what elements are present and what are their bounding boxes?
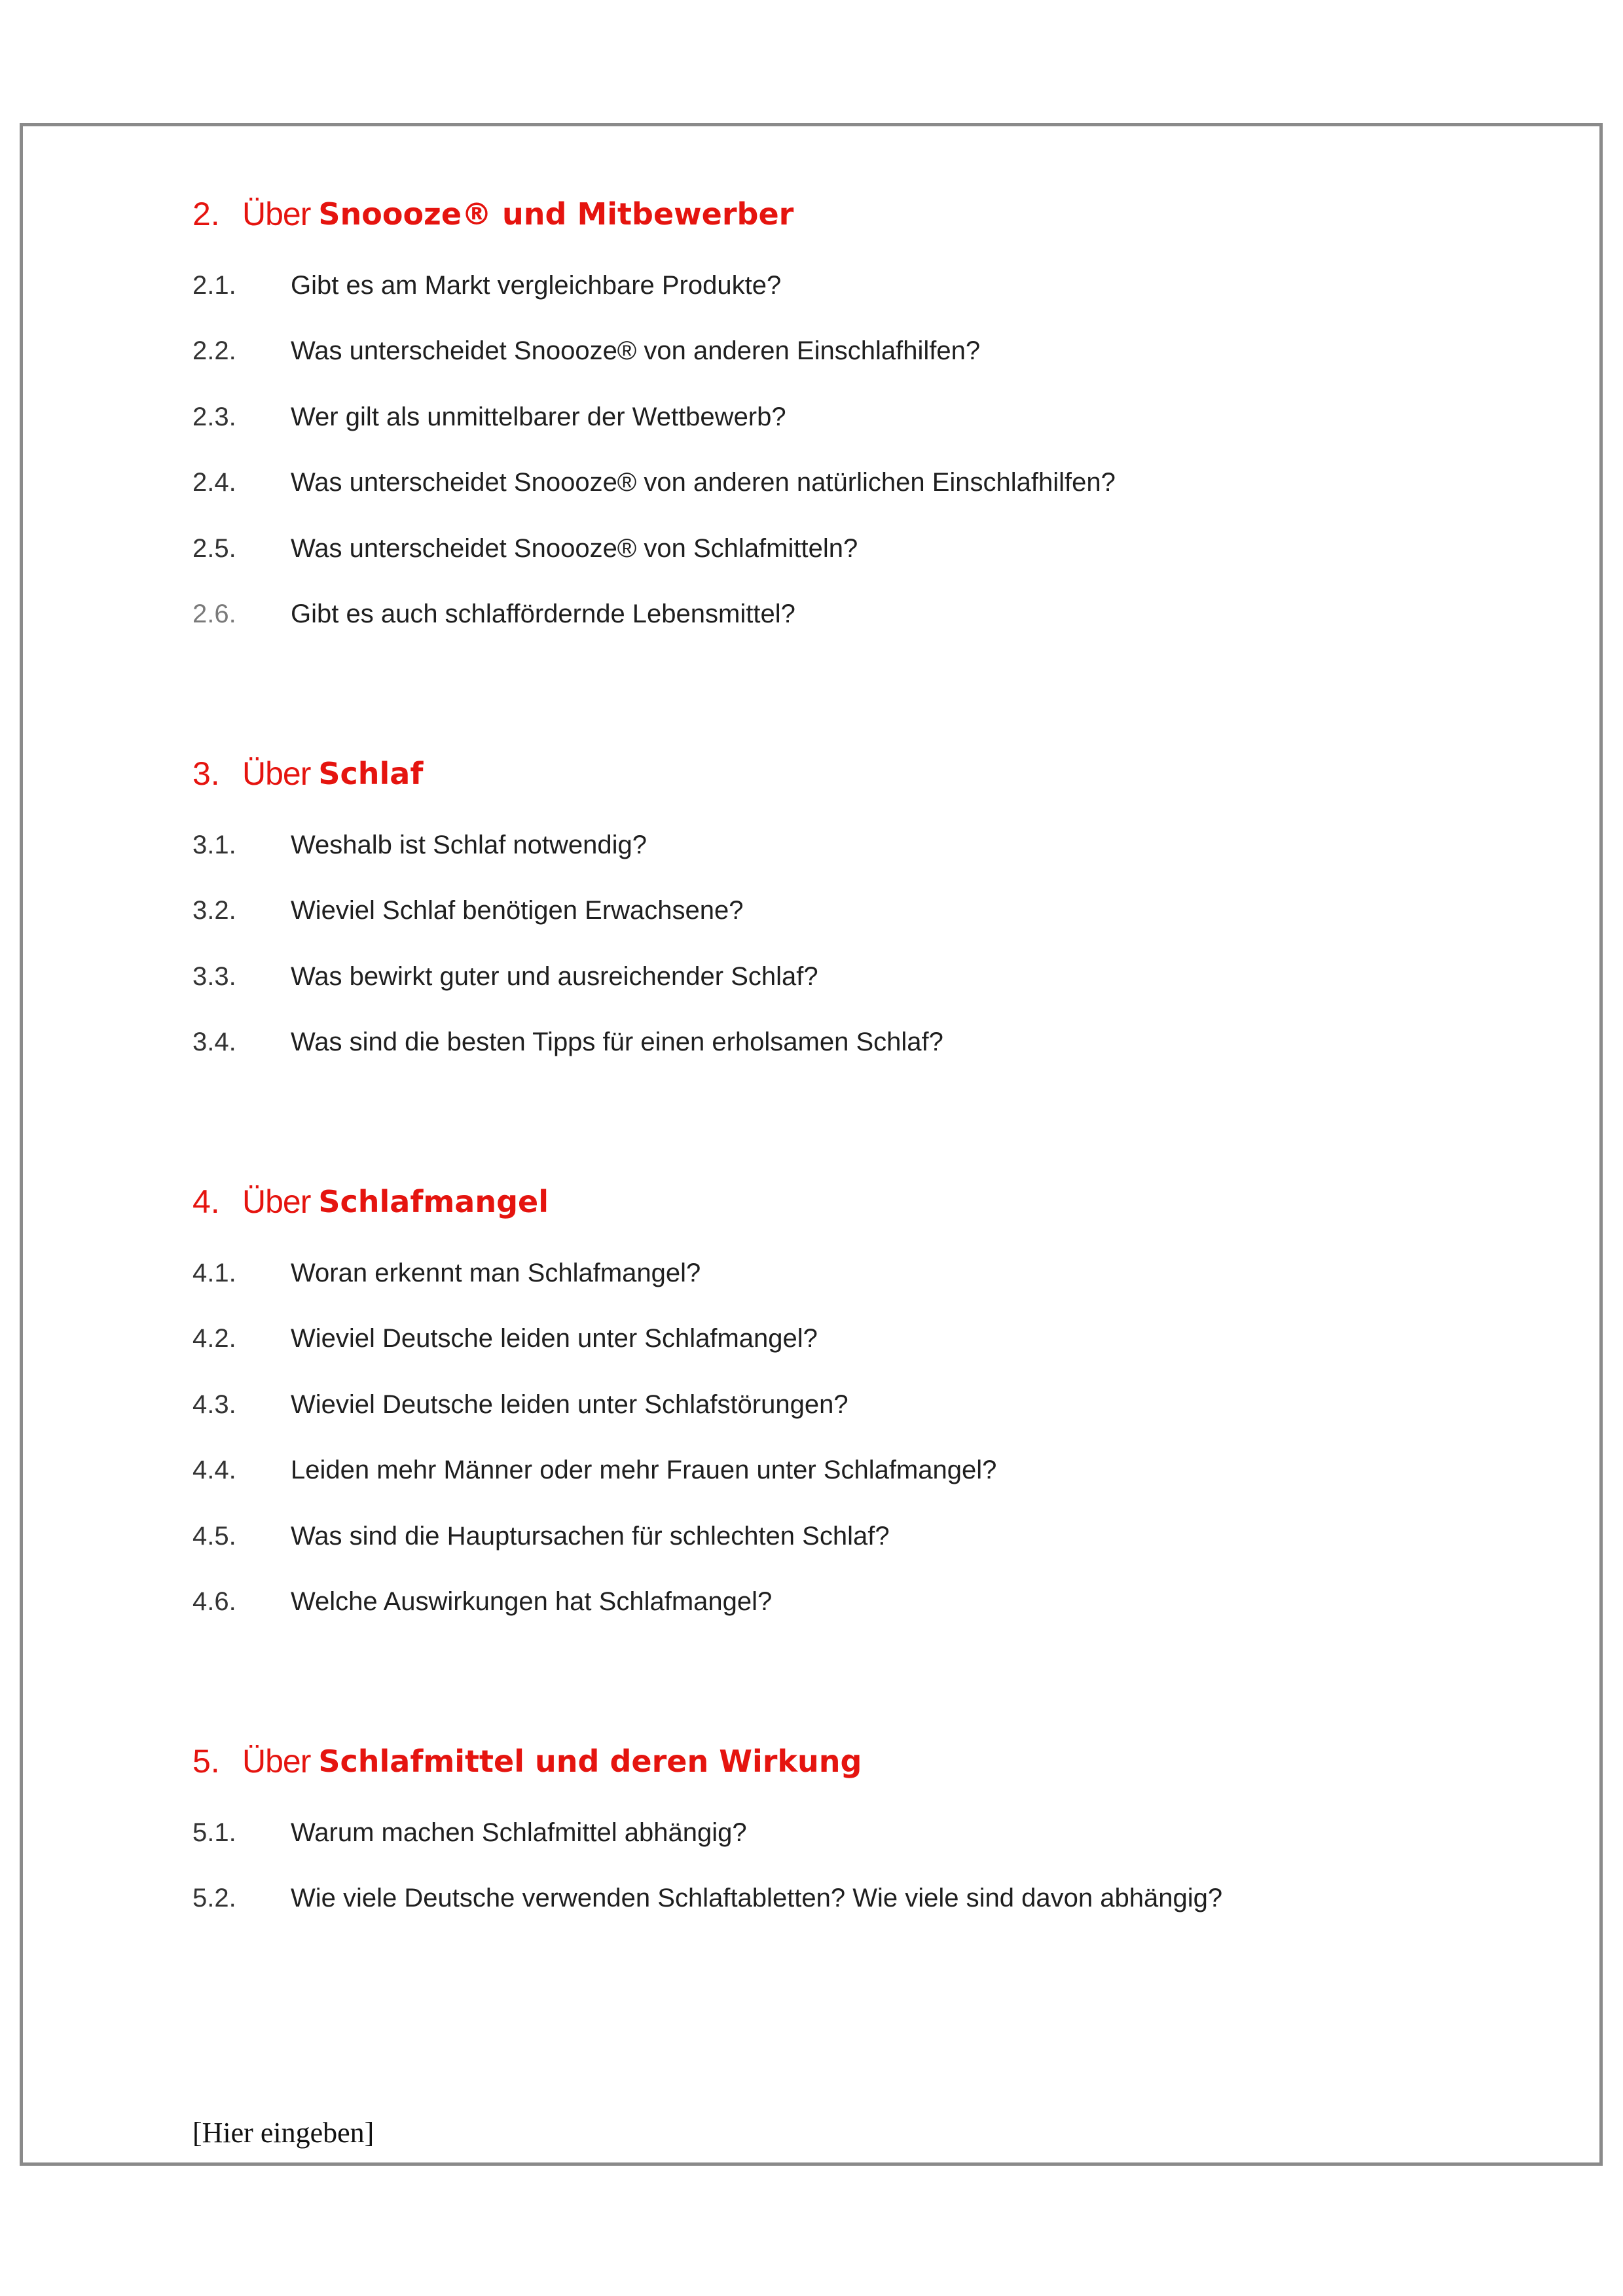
question-number: 4.1. <box>192 1258 236 1287</box>
section-prefix: Über <box>242 196 311 232</box>
question-text: Was bewirkt guter und ausreichender Schlaf? <box>291 961 818 991</box>
section-number: 2. <box>192 196 220 232</box>
section-heading <box>192 190 1502 238</box>
question-item <box>192 450 1502 516</box>
question-text: Gibt es am Markt vergleichbare Produkte? <box>291 270 782 300</box>
question-list <box>192 1240 1502 1635</box>
question-text: Warum machen Schlafmittel abhängig? <box>291 1818 747 1847</box>
question-text: Was sind die besten Tipps für einen erholsamen Schlaf? <box>291 1028 943 1057</box>
section-prefix: Über <box>242 1183 311 1220</box>
section-heading <box>192 1737 1502 1785</box>
question-text: Was unterscheidet Snoooze® von Schlafmitteln? <box>291 533 858 563</box>
question-number: 4.3. <box>192 1390 236 1419</box>
question-item <box>192 878 1502 944</box>
section-number: 5. <box>192 1743 220 1780</box>
document-content <box>192 190 1502 1931</box>
question-number: 4.5. <box>192 1521 236 1551</box>
question-item <box>192 1866 1502 1932</box>
section-5 <box>192 1737 1502 1931</box>
question-text: Wieviel Schlaf benötigen Erwachsene? <box>291 896 744 925</box>
footer-placeholder[interactable]: [Hier eingeben] <box>192 2117 374 2149</box>
question-number: 4.6. <box>192 1587 236 1617</box>
section-heading <box>192 1177 1502 1226</box>
question-item <box>192 1306 1502 1372</box>
question-number: 4.2. <box>192 1324 236 1354</box>
question-number: 2.1. <box>192 270 236 300</box>
question-number: 3.2. <box>192 896 236 925</box>
question-number: 2.6. <box>192 600 236 629</box>
section-title: Snoooze® und Mitbewerber <box>318 196 794 232</box>
question-number: 3.1. <box>192 830 236 859</box>
question-item <box>192 384 1502 450</box>
question-item <box>192 812 1502 878</box>
question-item <box>192 516 1502 582</box>
question-item <box>192 1438 1502 1504</box>
question-item <box>192 253 1502 319</box>
section-title: Schlafmangel <box>318 1184 549 1219</box>
question-text: Wie viele Deutsche verwenden Schlaftabletten? Wie viele sind davon abhängig? <box>291 1884 1223 1913</box>
section-spacer <box>192 1075 1502 1177</box>
question-item <box>192 944 1502 1010</box>
question-text: Wieviel Deutsche leiden unter Schlafmangel? <box>291 1324 818 1354</box>
question-number: 2.5. <box>192 533 236 563</box>
question-text: Was unterscheidet Snoooze® von anderen natürlichen Einschlafhilfen? <box>291 468 1116 497</box>
question-number: 5.2. <box>192 1884 236 1913</box>
question-text: Was unterscheidet Snoooze® von anderen Einschlafhilfen? <box>291 336 981 366</box>
question-item <box>192 1570 1502 1636</box>
section-2 <box>192 190 1502 647</box>
section-3 <box>192 749 1502 1075</box>
question-text: Wieviel Deutsche leiden unter Schlafstörungen? <box>291 1390 848 1419</box>
question-item <box>192 1240 1502 1306</box>
question-list <box>192 812 1502 1075</box>
question-text: Woran erkennt man Schlafmangel? <box>291 1258 701 1287</box>
question-text: Leiden mehr Männer oder mehr Frauen unter Schlafmangel? <box>291 1456 997 1485</box>
question-item <box>192 582 1502 648</box>
question-text: Welche Auswirkungen hat Schlafmangel? <box>291 1587 773 1617</box>
question-item <box>192 1372 1502 1438</box>
section-heading <box>192 749 1502 798</box>
question-item <box>192 319 1502 385</box>
question-text: Was sind die Hauptursachen für schlechten Schlaf? <box>291 1521 890 1551</box>
question-number: 4.4. <box>192 1456 236 1485</box>
question-item <box>192 1010 1502 1076</box>
section-title: Schlaf <box>318 756 424 791</box>
section-title: Schlafmittel und deren Wirkung <box>318 1744 862 1779</box>
question-item <box>192 1800 1502 1866</box>
question-number: 2.3. <box>192 402 236 431</box>
question-number: 2.2. <box>192 336 236 366</box>
section-prefix: Über <box>242 755 311 792</box>
section-prefix: Über <box>242 1743 311 1780</box>
section-spacer <box>192 1635 1502 1737</box>
section-4 <box>192 1177 1502 1635</box>
question-list <box>192 253 1502 647</box>
section-number: 4. <box>192 1183 220 1220</box>
question-number: 3.3. <box>192 961 236 991</box>
section-number: 3. <box>192 755 220 792</box>
question-number: 3.4. <box>192 1028 236 1057</box>
section-spacer <box>192 647 1502 749</box>
question-number: 5.1. <box>192 1818 236 1847</box>
question-number: 2.4. <box>192 468 236 497</box>
question-list <box>192 1800 1502 1931</box>
question-item <box>192 1503 1502 1570</box>
question-text: Gibt es auch schlaffördernde Lebensmittel? <box>291 600 795 629</box>
question-text: Weshalb ist Schlaf notwendig? <box>291 830 647 859</box>
question-text: Wer gilt als unmittelbarer der Wettbewerb? <box>291 402 786 431</box>
